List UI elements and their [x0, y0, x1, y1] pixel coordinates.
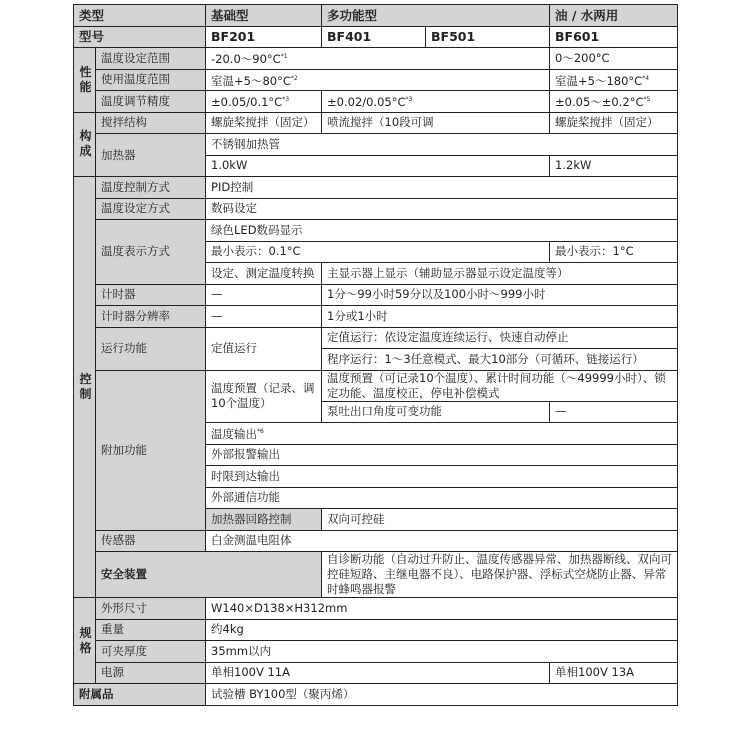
header-basic: 基础型 — [206, 5, 322, 27]
cell: $\pm 0.05\sim\pm 0.2^\circ C^{*5}$ — [550, 91, 678, 113]
cell: 温度输出$^{*6}$ — [206, 423, 678, 445]
row-label: 计时器 — [96, 284, 206, 306]
category-control: 控制 — [74, 177, 96, 598]
model-bf501: BF501 — [426, 26, 550, 48]
cell: 试验槽 BY100型（聚丙烯） — [206, 684, 678, 706]
cell: 室温$+5\sim 180^\circ C^{*4}$ — [550, 69, 678, 91]
cell: $\pm 0.05/0.1^\circ C^{*3}$ — [206, 91, 322, 113]
row-label: 安全装置 — [96, 552, 322, 598]
cell: 最小表示：0.1°C — [206, 241, 550, 263]
row-label: 重量 — [96, 619, 206, 641]
cell: 程序运行：1～3任意模式、最大10部分（可循环、链接运行） — [322, 349, 678, 371]
table-row — [74, 284, 678, 306]
cell: PID控制 — [206, 177, 678, 199]
table-row — [74, 662, 678, 684]
cell: $\pm 0.02/0.05^\circ C^{*3}$ — [322, 91, 550, 113]
cell: 约4kg — [206, 619, 678, 641]
cell: — — [206, 306, 322, 328]
cell: $-20.0\sim 90^\circ C^{*1}$ — [206, 48, 550, 70]
table-row — [74, 598, 678, 620]
category-specs: 规格 — [74, 598, 96, 684]
row-label: 温度表示方式 — [96, 220, 206, 285]
cell: 单相100V 11A — [206, 662, 550, 684]
cell: — — [550, 401, 678, 423]
category-construction: 构成 — [74, 112, 96, 177]
cell: 白金测温电阻体 — [206, 530, 678, 552]
row-label: 可夹厚度 — [96, 641, 206, 663]
row-label: 传感器 — [96, 530, 206, 552]
header-oil-water: 油 / 水两用 — [550, 5, 678, 27]
cell: 室温$+5\sim 80^\circ C^{*2}$ — [206, 69, 550, 91]
cell: 1.2kW — [550, 155, 678, 177]
cell: 喷流搅拌（10段可调 — [322, 112, 550, 134]
cell: 温度预置（可记录10个温度）、累计时间功能（～49999小时）、锁定功能、温度校正，停电补偿模式 — [322, 370, 678, 401]
table-row — [74, 530, 678, 552]
cell: 泵吐出口角度可变功能 — [322, 401, 550, 423]
cell: 最小表示：1°C — [550, 241, 678, 263]
cell: 定值运行 — [206, 327, 322, 370]
cell: 单相100V 13A — [550, 662, 678, 684]
cell: — — [206, 284, 322, 306]
row-label: 使用温度范围 — [96, 69, 206, 91]
cell: W140×D138×H312mm — [206, 598, 678, 620]
cell: 双向可控硅 — [322, 509, 678, 531]
row-label: 运行功能 — [96, 327, 206, 370]
cell: 不锈钢加热管 — [206, 134, 678, 156]
table-row — [74, 306, 678, 328]
header-row — [74, 5, 678, 27]
table-row — [74, 91, 678, 113]
model-bf601: BF601 — [550, 26, 678, 48]
row-label: 温度调节精度 — [96, 91, 206, 113]
cell: 螺旋桨搅拌（固定） — [550, 112, 678, 134]
row-label: 温度设定范围 — [96, 48, 206, 70]
cell: 1分或1小时 — [322, 306, 678, 328]
row-label: 加热器回路控制 — [206, 509, 322, 531]
row-label: 温度设定方式 — [96, 198, 206, 220]
row-label: 附加功能 — [96, 370, 206, 530]
cell: 主显示器上显示（辅助显示器显示设定温度等） — [322, 263, 678, 285]
model-row — [74, 26, 678, 48]
model-bf201: BF201 — [206, 26, 322, 48]
table-row — [74, 177, 678, 199]
row-label: 电源 — [96, 662, 206, 684]
table-row — [74, 134, 678, 156]
header-type: 类型 — [74, 5, 206, 27]
model-label: 型号 — [74, 26, 206, 48]
cell: 温度预置（记录、调10个温度） — [206, 370, 322, 423]
category-performance: 性能 — [74, 48, 96, 113]
cell: 数码设定 — [206, 198, 678, 220]
cell: 设定、测定温度转换 — [206, 263, 322, 285]
table-row — [74, 198, 678, 220]
cell: 1.0kW — [206, 155, 550, 177]
table-row — [74, 69, 678, 91]
table-row — [74, 619, 678, 641]
table-row — [74, 327, 678, 349]
cell: 自诊断功能（自动过升防止、温度传感器异常、加热器断线、双向可控硅短路、主继电器不良）、电路保护器、浮标式空烧防止器、异常时蜂鸣器报警 — [322, 552, 678, 598]
cell: 外部通信功能 — [206, 487, 678, 509]
row-label: 外形尺寸 — [96, 598, 206, 620]
table-row — [74, 552, 678, 598]
header-multi: 多功能型 — [322, 5, 550, 27]
table-row — [74, 684, 678, 706]
table-row — [74, 112, 678, 134]
cell: 绿色LED数码显示 — [206, 220, 678, 242]
row-label: 温度控制方式 — [96, 177, 206, 199]
table-row — [74, 48, 678, 70]
spec-table — [73, 4, 678, 706]
table-row — [74, 220, 678, 242]
cell: 1分～99小时59分以及100小时～999小时 — [322, 284, 678, 306]
table-row — [74, 641, 678, 663]
row-label: 加热器 — [96, 134, 206, 177]
cell: 定值运行：依设定温度连续运行、快速自动停止 — [322, 327, 678, 349]
cell: 0～200°C — [550, 48, 678, 70]
row-label: 附属品 — [74, 684, 206, 706]
cell: 35mm以内 — [206, 641, 678, 663]
cell: 螺旋桨搅拌（固定） — [206, 112, 322, 134]
row-label: 搅拌结构 — [96, 112, 206, 134]
cell: 时限到达输出 — [206, 466, 678, 488]
model-bf401: BF401 — [322, 26, 426, 48]
row-label: 计时器分辨率 — [96, 306, 206, 328]
cell: 外部报警输出 — [206, 444, 678, 466]
